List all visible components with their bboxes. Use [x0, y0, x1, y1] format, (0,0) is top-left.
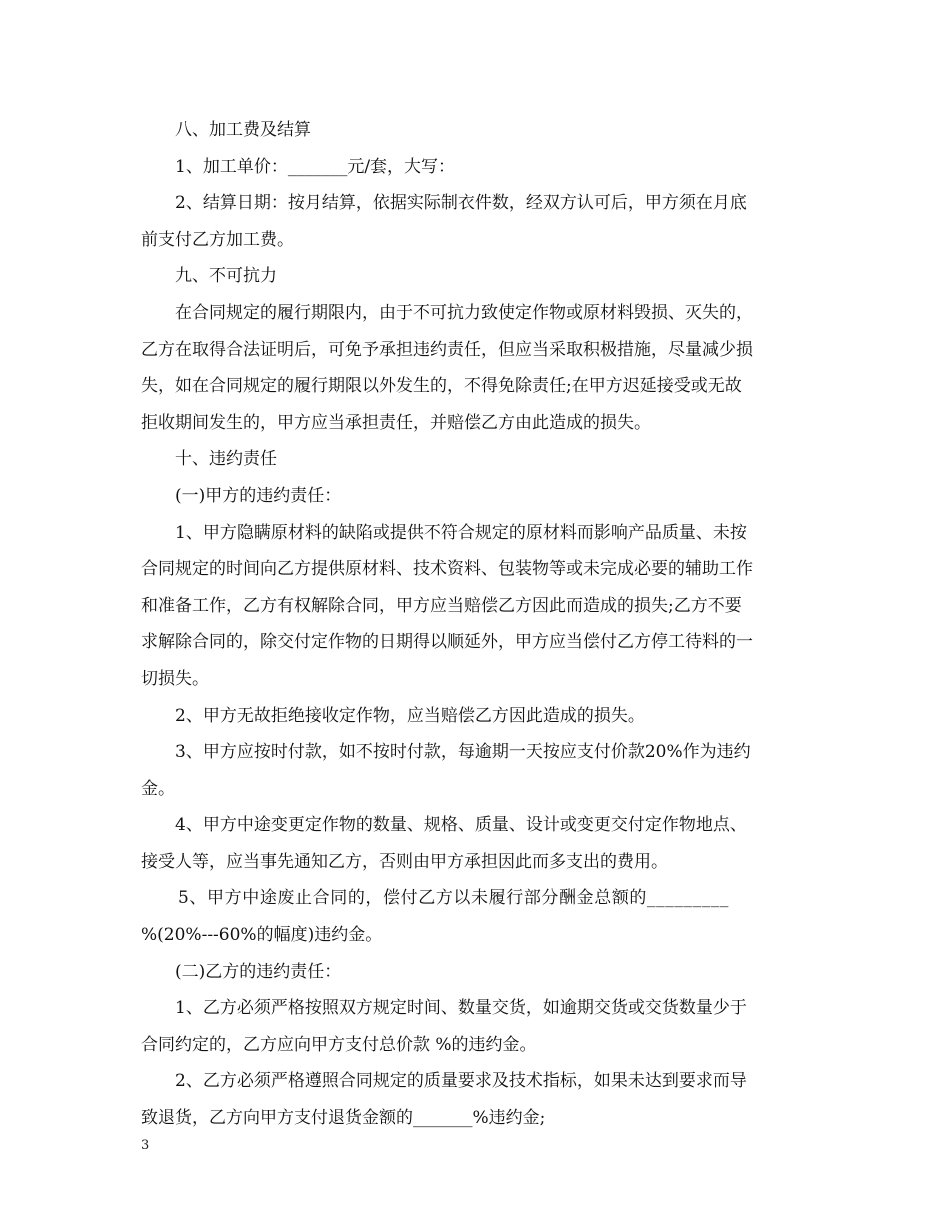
- paragraph-line: 金。: [141, 778, 175, 799]
- paragraph-line: 合同规定的时间向乙方提供原材料、技术资料、包装物等或未完成必要的辅助工作: [141, 559, 753, 580]
- section-heading-breach-liability: 十、违约责任: [175, 449, 277, 470]
- subsection-heading-party-a: (一)甲方的违约责任：: [175, 485, 342, 506]
- subsection-heading-party-b: (二)乙方的违约责任：: [175, 961, 342, 982]
- paragraph-line: 3、甲方应按时付款，如不按时付款，每逾期一天按应支付价款20%作为违约: [175, 742, 751, 763]
- paragraph-line: 合同约定的，乙方应向甲方支付总价款 %的违约金。: [141, 1034, 537, 1055]
- paragraph-line: 2、甲方无故拒绝接收定作物，应当赔偿乙方因此造成的损失。: [175, 705, 645, 726]
- page-number: 3: [141, 1138, 150, 1153]
- paragraph-line: 2、结算日期：按月结算，依据实际制衣件数，经双方认可后，甲方须在月底: [175, 193, 747, 214]
- paragraph-line: 2、乙方必须严格遵照合同规定的质量要求及技术指标，如果未达到要求而导: [175, 1071, 747, 1092]
- paragraph-line: 4、甲方中途变更定作物的数量、规格、质量、设计或变更交付定作物地点、: [175, 815, 747, 836]
- paragraph-line: %(20%---60%的幅度)违约金。: [141, 925, 383, 946]
- paragraph-line: 1、甲方隐瞒原材料的缺陷或提供不符合规定的原材料而影响产品质量、未按: [175, 522, 747, 543]
- paragraph-line: 1、加工单价：_______元/套，大写：: [175, 156, 456, 177]
- paragraph-line: 拒收期间发生的，甲方应当承担责任，并赔偿乙方由此造成的损失。: [141, 412, 651, 433]
- paragraph-line: 接受人等，应当事先通知乙方，否则由甲方承担因此而多支出的费用。: [141, 851, 668, 872]
- paragraph-line: 和准备工作，乙方有权解除合同，甲方应当赔偿乙方因此而造成的损失;乙方不要: [141, 595, 742, 616]
- section-heading-processing-fee: 八、加工费及结算: [175, 120, 311, 140]
- document-body: [141, 112, 813, 1137]
- paragraph-line: 5、甲方中途废止合同的，偿付乙方以未履行部分酬金总额的_________: [178, 888, 729, 909]
- section-heading-force-majeure: 九、不可抗力: [175, 266, 277, 287]
- paragraph-line: 1、乙方必须严格按照双方规定时间、数量交货，如逾期交货或交货数量少于: [175, 998, 747, 1019]
- paragraph-line: 切损失。: [141, 668, 209, 689]
- paragraph-line: 失，如在合同规定的履行期限以外发生的，不得免除责任;在甲方迟延接受或无故: [141, 376, 742, 397]
- paragraph-line: 致退货，乙方向甲方支付退货金额的_______%违约金;: [141, 1108, 546, 1129]
- paragraph-line: 前支付乙方加工费。: [141, 229, 294, 250]
- paragraph-line: 乙方在取得合法证明后，可免予承担违约责任，但应当采取积极措施，尽量减少损: [141, 339, 753, 360]
- paragraph-line: 在合同规定的履行期限内，由于不可抗力致使定作物或原材料毁损、灭失的，: [175, 302, 753, 323]
- paragraph-line: 求解除合同的，除交付定作物的日期得以顺延外，甲方应当偿付乙方停工待料的一: [141, 632, 753, 653]
